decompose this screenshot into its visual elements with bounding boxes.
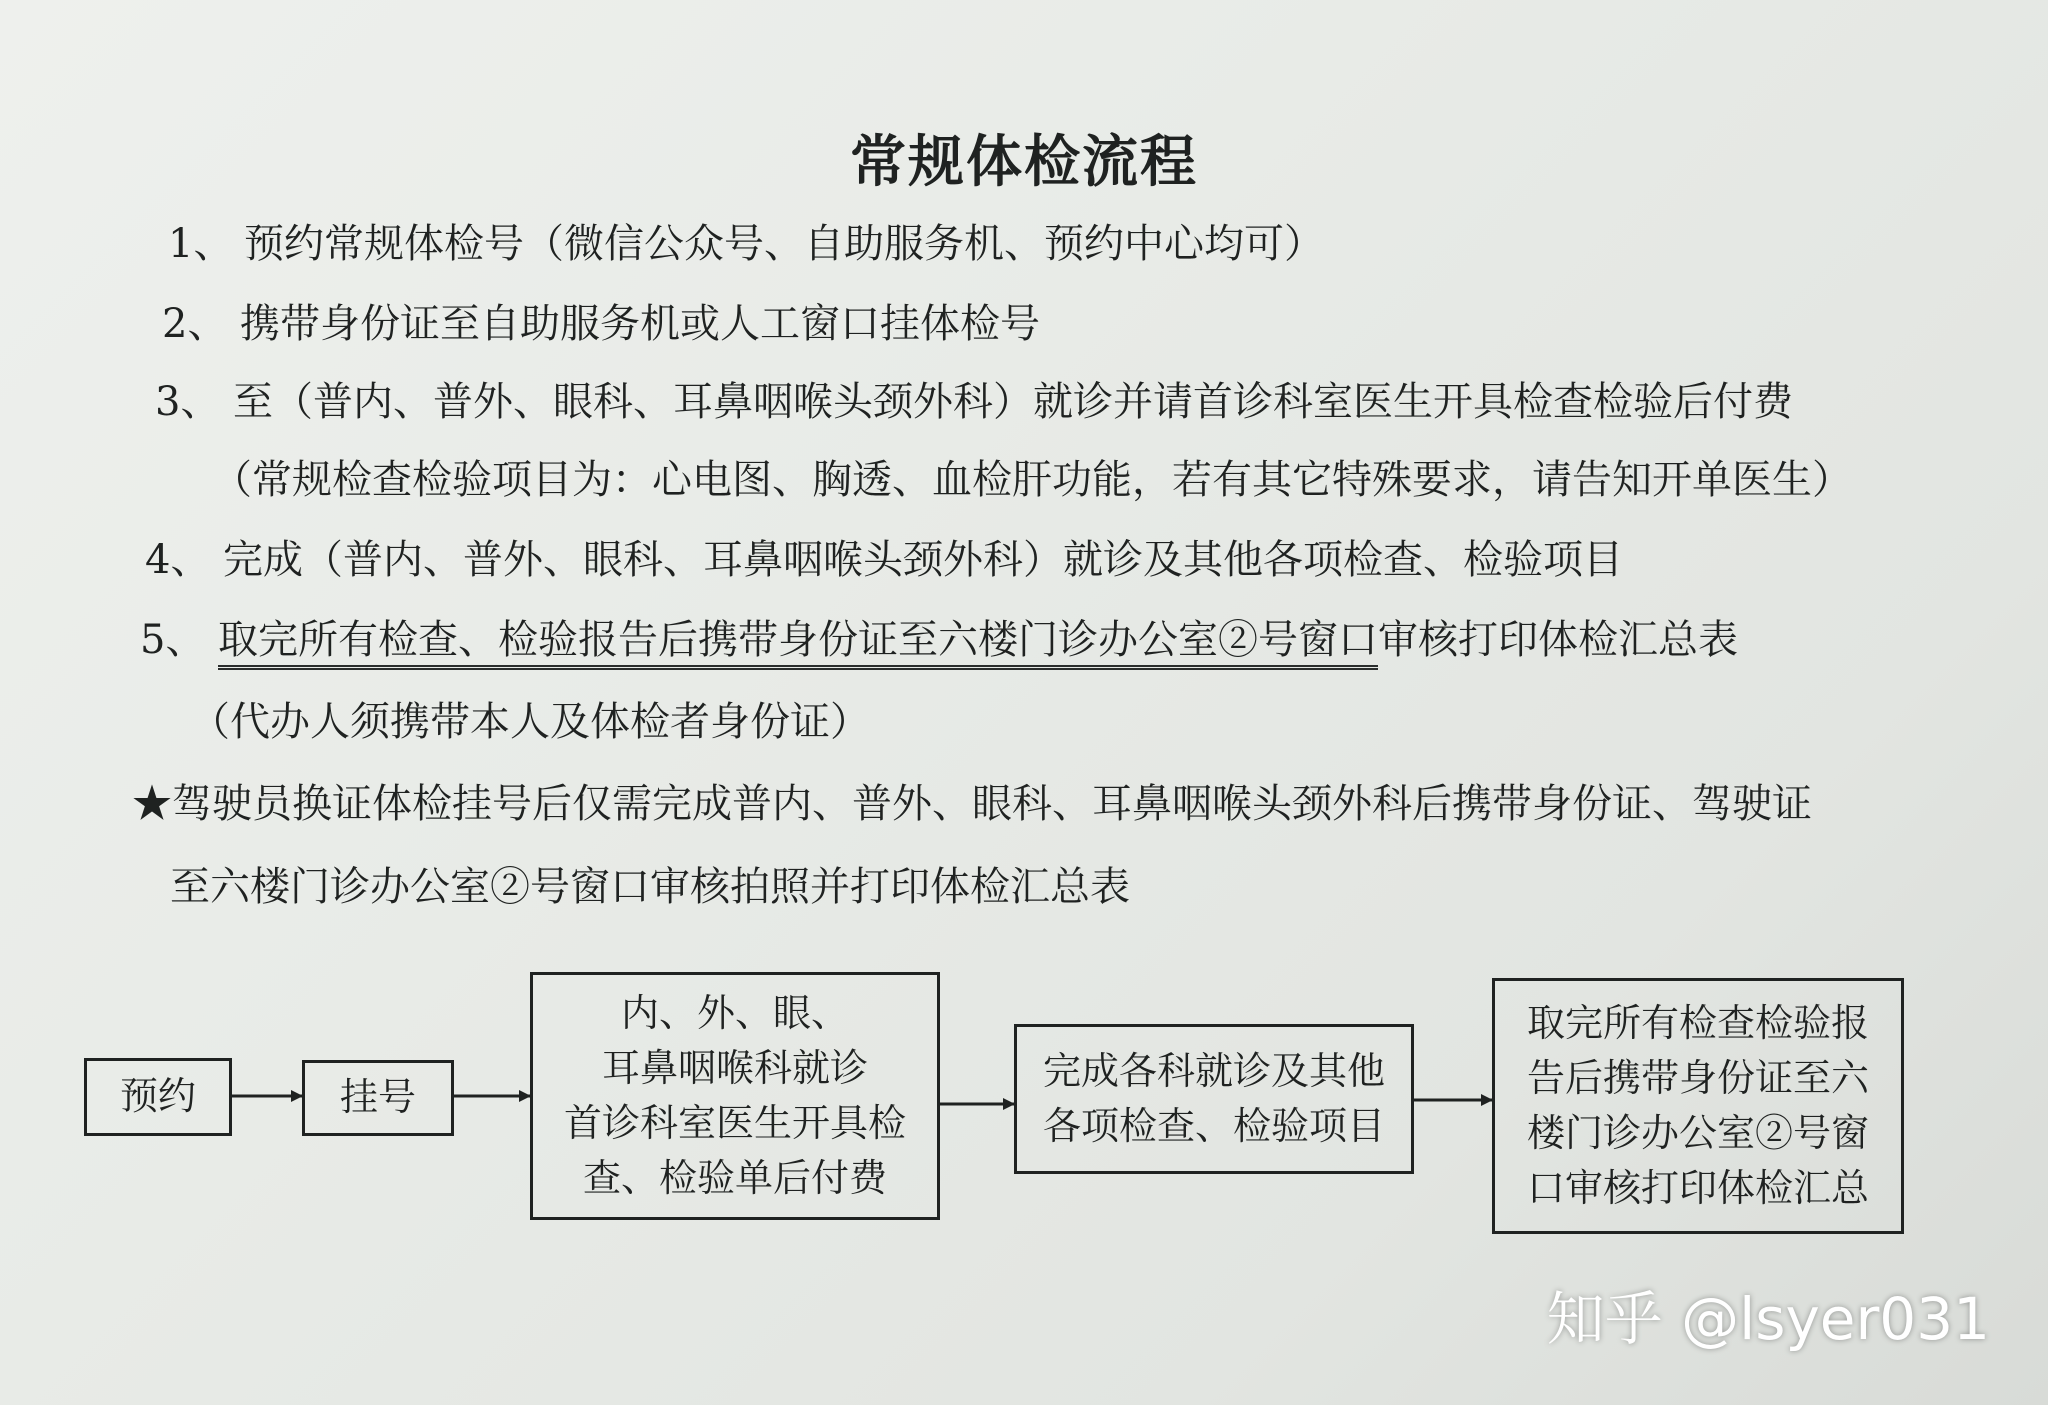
flow-box-consultation-line-4: 查、检验单后付费 — [582, 1156, 887, 1201]
flow-box-consultation-line-3: 首诊科室医生开具检 — [563, 1101, 906, 1145]
step-3-text: 至（普内、普外、眼科、耳鼻咽喉头颈外科）就诊并请首诊科室医生开具检查检验后付费 — [233, 379, 1793, 425]
flow-box-registration-label: 挂号 — [339, 1075, 416, 1120]
flow-box-registration — [302, 1060, 454, 1136]
step-5-number: 5、 — [140, 617, 206, 663]
step-3-number: 3、 — [155, 379, 221, 425]
flow-box-print-summary — [1492, 978, 1904, 1234]
driver-note-line-2: 至六楼门诊办公室②号窗口审核拍照并打印体检汇总表 — [170, 864, 1130, 910]
flow-box-appointment-label: 预约 — [119, 1074, 196, 1119]
flow-box-consultation-line-2: 耳鼻咽喉科就诊 — [601, 1045, 868, 1090]
step-2-number: 2、 — [162, 301, 228, 347]
flow-box-print-summary-line-1: 取完所有检查检验报 — [1526, 1000, 1869, 1045]
step-2-text: 携带身份证至自助服务机或人工窗口挂体检号 — [240, 301, 1040, 347]
page-title: 常规体检流程 — [850, 129, 1198, 195]
flow-box-print-summary-line-4: 口审核打印体检汇总 — [1526, 1166, 1869, 1211]
step-4-number: 4、 — [145, 537, 211, 583]
flow-box-print-summary-line-3: 楼门诊办公室②号窗 — [1526, 1111, 1869, 1155]
step-3-note: （常规检查检验项目为：心电图、胸透、血检肝功能，若有其它特殊要求，请告知开单医生） — [212, 457, 1852, 503]
driver-note-line-1: ★驾驶员换证体检挂号后仅需完成普内、普外、眼科、耳鼻咽喉头颈外科后携带身份证、驾驶证 — [132, 781, 1812, 827]
flow-box-complete-exams — [1014, 1024, 1414, 1174]
step-1-text: 预约常规体检号（微信公众号、自助服务机、预约中心均可） — [244, 221, 1324, 267]
step-5-underlined-text: 取完所有检查、检验报告后携带身份证至六楼门诊办公室②号窗口 — [218, 617, 1378, 670]
flow-box-consultation — [530, 972, 940, 1220]
flow-box-appointment — [84, 1058, 232, 1136]
flow-box-complete-exams-line-1: 完成各科就诊及其他 — [1042, 1048, 1385, 1093]
step-1-number: 1、 — [168, 221, 234, 267]
step-4-text: 完成（普内、普外、眼科、耳鼻咽喉头颈外科）就诊及其他各项检查、检验项目 — [223, 537, 1623, 583]
flow-box-print-summary-line-2: 告后携带身份证至六 — [1526, 1055, 1869, 1100]
watermark: 知乎 @lsyer031 — [1546, 1285, 1990, 1353]
step-5-text: 审核打印体检汇总表 — [1378, 617, 1738, 663]
step-5-note: （代办人须携带本人及体检者身份证） — [190, 699, 870, 745]
flow-box-consultation-line-1: 内、外、眼、 — [620, 990, 849, 1035]
flow-box-complete-exams-line-2: 各项检查、检验项目 — [1042, 1104, 1385, 1148]
